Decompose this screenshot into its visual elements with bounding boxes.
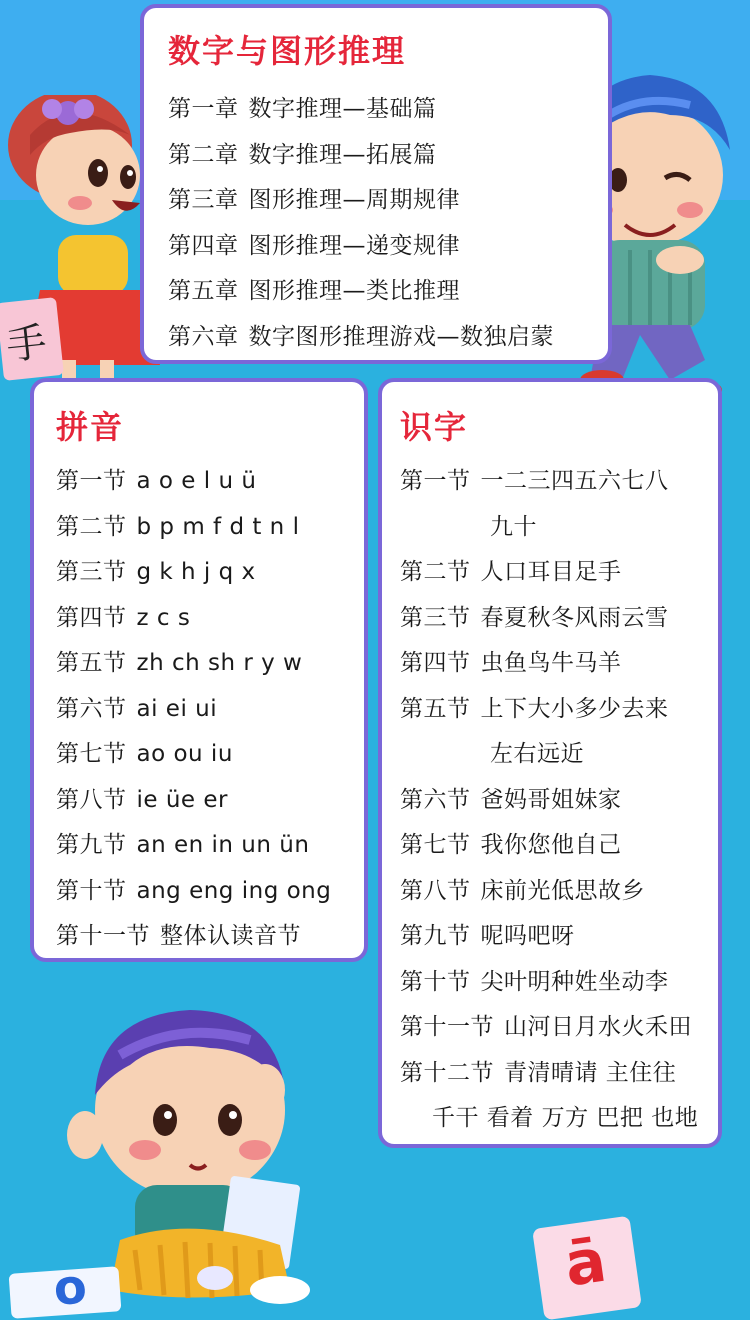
math-reasoning-title: 数字与图形推理	[168, 32, 407, 70]
section-label: 第七节	[56, 741, 127, 767]
section-label: 第七节	[400, 832, 471, 858]
pinyin-card	[30, 378, 368, 962]
literacy-line	[400, 1008, 692, 1041]
section-text: 床前光低思故乡	[480, 878, 645, 904]
section-text: 呢吗吧呀	[480, 923, 575, 949]
section-label: 第三节	[400, 605, 471, 631]
section-text: b p m f d t n l	[136, 514, 300, 540]
section-text: 尖叶明种姓坐动李	[480, 969, 669, 995]
chapter-text: 数字推理—拓展篇	[248, 142, 437, 168]
literacy-line	[490, 735, 584, 768]
chapter-label: 第五章	[168, 278, 239, 304]
literacy-line	[400, 917, 575, 950]
chapter-line	[168, 227, 460, 260]
section-text: 山河日月水火禾田	[504, 1014, 692, 1040]
section-label: 第二节	[56, 514, 127, 540]
literacy-line	[400, 826, 622, 859]
character-card-bottom	[9, 1258, 122, 1319]
section-label: 第五节	[400, 696, 471, 722]
literacy-line	[400, 963, 669, 996]
pinyin-line	[56, 462, 256, 495]
pinyin-line	[56, 872, 331, 905]
section-text: 虫鱼鸟牛马羊	[480, 650, 622, 676]
section-label: 第十二节	[400, 1060, 494, 1086]
pinyin-title: 拼音	[56, 408, 125, 446]
section-text: 上下大小多少去来	[480, 696, 669, 722]
section-label: 第八节	[56, 787, 127, 813]
character-card-left	[0, 297, 64, 381]
chapter-text: 图形推理—类比推理	[248, 278, 460, 304]
literacy-title: 识字	[400, 408, 469, 446]
pinyin-line	[56, 644, 302, 677]
chapter-label: 第四章	[168, 233, 239, 259]
character-card-bottom-char: o	[51, 1258, 89, 1317]
section-label: 第十节	[400, 969, 471, 995]
chapter-text: 数字图形推理游戏—数独启蒙	[248, 324, 554, 350]
section-text: zh ch sh r y w	[136, 650, 303, 676]
section-text: g k h j q x	[136, 559, 256, 585]
section-text: 青清晴请 主住往	[504, 1060, 677, 1086]
literacy-line	[400, 644, 622, 677]
section-text: z c s	[136, 605, 191, 631]
section-text: 爸妈哥姐妹家	[480, 787, 622, 813]
section-text: ie üe er	[136, 787, 228, 813]
chapter-line	[168, 318, 554, 351]
section-label: 第二节	[400, 559, 471, 585]
section-text: an en in un ün	[136, 832, 310, 858]
character-card-right	[532, 1216, 642, 1320]
section-text: ai ei ui	[136, 696, 218, 722]
literacy-line	[400, 690, 669, 723]
chapter-text: 数字推理—基础篇	[248, 96, 437, 122]
section-label: 第一节	[400, 468, 471, 494]
section-label: 第三节	[56, 559, 127, 585]
pinyin-line	[56, 553, 256, 586]
section-text: a o e l u ü	[136, 468, 257, 494]
literacy-line	[400, 1054, 676, 1087]
literacy-line	[400, 462, 669, 495]
chapter-label: 第二章	[168, 142, 239, 168]
section-label: 第十一节	[56, 923, 150, 949]
section-label: 第五节	[56, 650, 127, 676]
character-card-left-char: 手	[4, 319, 49, 370]
section-label: 第四节	[56, 605, 127, 631]
pinyin-line	[56, 690, 217, 723]
section-label: 第九节	[400, 923, 471, 949]
chapter-text: 图形推理—递变规律	[248, 233, 460, 259]
pinyin-line	[56, 599, 190, 632]
section-label: 第一节	[56, 468, 127, 494]
section-label: 第六节	[56, 696, 127, 722]
chapter-line	[168, 181, 460, 214]
section-text: 九十	[490, 514, 537, 540]
section-text: 我你您他自己	[480, 832, 622, 858]
section-label: 第十一节	[400, 1014, 494, 1040]
chapter-label: 第一章	[168, 96, 239, 122]
literacy-line	[400, 781, 622, 814]
section-text: 千干 看着 万方 巴把 也地	[432, 1105, 699, 1131]
section-text: 春夏秋冬风雨云雪	[480, 605, 669, 631]
section-text: ang eng ing ong	[136, 878, 332, 904]
chapter-label: 第六章	[168, 324, 239, 350]
section-label: 第六节	[400, 787, 471, 813]
pinyin-line	[56, 826, 309, 859]
section-label: 第四节	[400, 650, 471, 676]
pinyin-line	[56, 781, 228, 814]
section-label: 第九节	[56, 832, 127, 858]
chapter-line	[168, 136, 437, 169]
section-text: 人口耳目足手	[480, 559, 622, 585]
section-label: 第十节	[56, 878, 127, 904]
literacy-line	[400, 872, 645, 905]
section-text: ao ou iu	[136, 741, 233, 767]
chapter-line	[168, 272, 460, 305]
literacy-line	[432, 1099, 698, 1132]
character-card-right-char: ā	[560, 1225, 611, 1301]
literacy-line	[400, 599, 669, 632]
chapter-label: 第三章	[168, 187, 239, 213]
pinyin-line	[56, 735, 233, 768]
chapter-line	[168, 90, 437, 123]
pinyin-line	[56, 917, 301, 950]
pinyin-line	[56, 508, 299, 541]
section-text: 左右远近	[490, 741, 584, 767]
literacy-card	[378, 378, 722, 1148]
literacy-line	[400, 553, 622, 586]
literacy-line	[490, 508, 537, 541]
math-reasoning-card	[140, 4, 612, 364]
chapter-text: 图形推理—周期规律	[248, 187, 460, 213]
section-text: 一二三四五六七八	[480, 468, 669, 494]
section-label: 第八节	[400, 878, 471, 904]
section-text: 整体认读音节	[160, 923, 301, 949]
